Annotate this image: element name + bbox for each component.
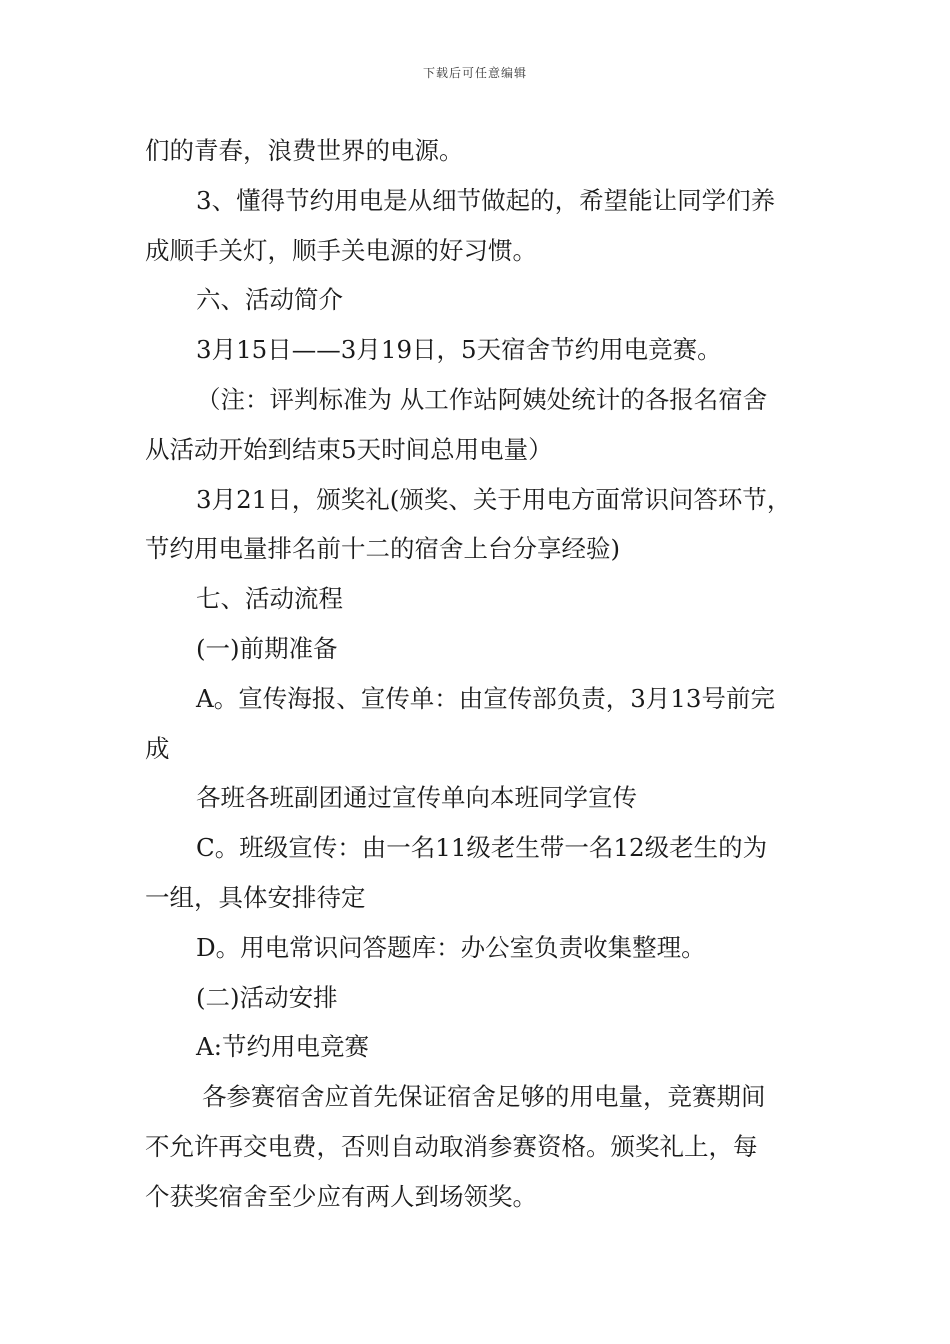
text-line: 不允许再交电费，否则自动取消参赛资格。颁奖礼上，每: [145, 1131, 758, 1161]
text-line: 节约用电量排名前十二的宿舍上台分享经验): [145, 534, 621, 564]
subsection-heading: (一)前期准备: [196, 633, 338, 663]
text-line: 成顺手关灯，顺手关电源的好习惯。: [145, 235, 537, 265]
text-line: D。用电常识问答题库：办公室负责收集整理。: [196, 932, 706, 962]
text-line: （注：评判标准为 从工作站阿姨处统计的各报名宿舍: [196, 384, 768, 414]
subsection-heading: (二)活动安排: [196, 982, 338, 1012]
page-header-note: 下载后可任意编辑: [422, 66, 527, 80]
text-line: A。宣传海报、宣传单：由宣传部负责，3月13号前完: [196, 683, 775, 713]
text-line: 一组，具体安排待定: [145, 882, 366, 912]
text-line: 成: [145, 733, 170, 763]
text-line: C。班级宣传：由一名11级老生带一名12级老生的为: [196, 833, 768, 863]
text-line: 各参赛宿舍应首先保证宿舍足够的用电量，竞赛期间: [202, 1082, 766, 1112]
text-line: A:节约用电竞赛: [196, 1032, 369, 1062]
text-line: 个获奖宿舍至少应有两人到场领奖。: [145, 1181, 537, 1211]
text-line: 3、懂得节约用电是从细节做起的，希望能让同学们养: [196, 185, 776, 215]
section-heading: 七、活动流程: [196, 584, 343, 614]
section-heading: 六、活动简介: [196, 285, 343, 315]
text-line: 从活动开始到结束5天时间总用电量）: [145, 434, 553, 464]
document-body: [145, 126, 825, 1222]
text-line: 各班各班副团通过宣传单向本班同学宣传: [196, 783, 637, 813]
text-line: 3月21日，颁奖礼(颁奖、关于用电方面常识问答环节，: [196, 484, 792, 514]
text-line: 们的青春，浪费世界的电源。: [145, 136, 464, 165]
text-line: 3月15日——3月19日，5天宿舍节约用电竞赛。: [196, 335, 722, 365]
